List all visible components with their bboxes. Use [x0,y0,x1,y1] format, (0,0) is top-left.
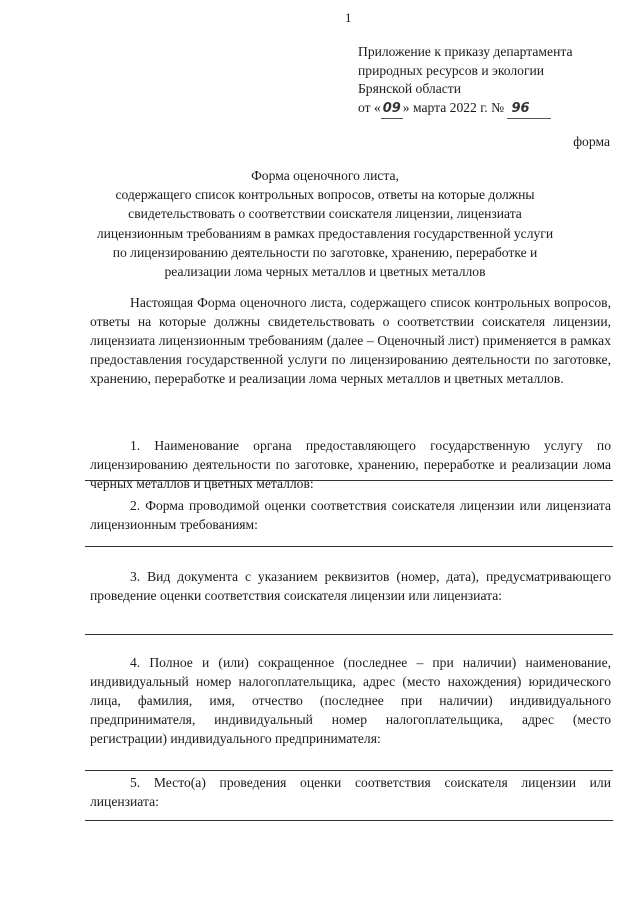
title-line-6: реализации лома черных металлов и цветных металлов [164,264,486,280]
title-line-5: по лицензированию деятельности по заготовке, хранению, переработке и [112,244,538,260]
title-line-2: содержащего список контрольных вопросов, ответы на которые должны [115,187,535,203]
item-2-text: 2. Форма проводимой оценки соответствия соискателя лицензии или лицензиата лицензионным требованиям: [90,498,611,533]
appendix-line-1: Приложение к приказу департамента [358,44,573,59]
item-3-text: 3. Вид документа с указанием реквизитов (номер, дата), предусматривающего проведение оценки соответствия соискателя лицензии или лицензиата: [90,569,611,604]
title-line-1: Форма оценочного листа, [251,168,399,183]
item-2-fill-line[interactable] [85,546,613,547]
document-title [90,166,560,281]
intro-paragraph: Настоящая Форма оценочного листа, содержащего список контрольных вопросов, ответы на которые должны свидетельствовать о соответствии соискателя лицензии, лицензиата лицензионным требованиям (далее – Оценочный лист) применяется в рамках предоставления государственной услуги по лицензированию деятельности по заготовке, хранению, переработке и реализации лома черных металлов и цветных металлов. [90,295,611,387]
appendix-line-3: Брянской области [358,81,461,96]
item-4-fill-line[interactable] [85,770,613,771]
date-prefix: от « [358,99,381,115]
appendix-header [358,43,628,119]
title-line-3: свидетельствовать о соответствии соискателя лицензии, лицензиата [128,206,522,222]
item-5-text: 5. Место(а) проведения оценки соответствия соискателя лицензии или лицензиата: [90,775,611,810]
item-3-fill-line[interactable] [85,634,613,635]
date-middle: » марта 2022 г. № [402,99,505,115]
appendix-line-2: природных ресурсов и экологии [358,62,545,78]
appendix-date-line [358,99,628,120]
item-1-text: 1. Наименование органа предоставляющего государственную услугу по лицензированию деятельности по заготовке, хранению, переработке и реализации лома черных металлов и цветных металлов: [90,438,611,492]
page-number: 1 [345,10,352,25]
item-4-text: 4. Полное и (или) сокращенное (последнее – при наличии) наименование, индивидуальный номер налогоплательщика, адрес (место нахождения) юридического лица, фамилия, имя, отчество (последнее при наличии) индивидуального предпринимателя, индивидуальный номер налогоплательщика, адрес (место регистрации) индивидуального предпринимателя: [90,655,611,747]
handwritten-day: 09 [381,100,403,120]
item-1-fill-line[interactable] [85,480,613,481]
form-label: форма [573,134,610,149]
handwritten-order-number: 96 [507,100,551,120]
title-line-4: лицензионным требованиям в рамках предоставления государственной услуги [96,225,554,241]
item-5-fill-line[interactable] [85,820,613,821]
